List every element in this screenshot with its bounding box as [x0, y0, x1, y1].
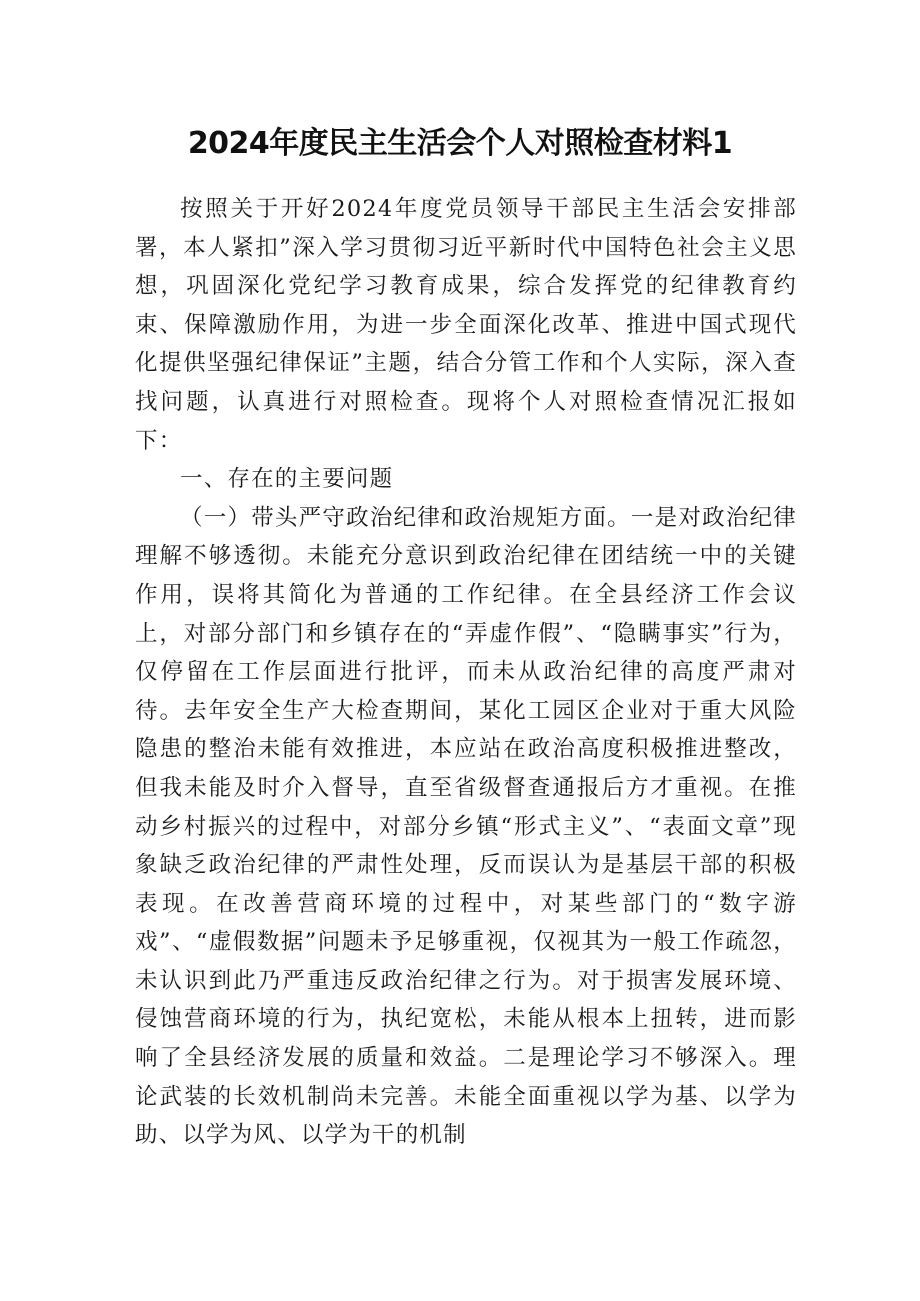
intro-paragraph: 按照关于开好2024年度党员领导干部民主生活会安排部署，本人紧扣”深入学习贯彻习近平新时代中国特色社会主义思想，巩固深化党纪学习教育成果，综合发挥党的纪律教育约束、保障激励作用，为进一步全面深化改革、推进中国式现代化提供坚强纪律保证”主题，结合分管工作和个人实际，深入查找问题，认真进行对照检查。现将个人对照检查情况汇报如下：: [135, 196, 797, 454]
subsection-paragraph: （一）带头严守政治纪律和政治规矩方面。一是对政治纪律理解不够透彻。未能充分意识到政治纪律在团结统一中的关键作用，误将其简化为普通的工作纪律。在全县经济工作会议上，对部分部门和乡镇存在的“弄虚作假”、“隐瞒事实”行为，仅停留在工作层面进行批评，而未从政治纪律的高度严肃对待。去年安全生产大检查期间，某化工园区企业对于重大风险隐患的整治未能有效推进，本应站在政治高度积极推进整改，但我未能及时介入督导，直至省级督查通报后方才重视。在推动乡村振兴的过程中，对部分乡镇“形式主义”、“表面文章”现象缺乏政治纪律的严肃性处理，反而误认为是基层干部的积极表现。在改善营商环境的过程中，对某些部门的“数字游戏”、“虚假数据”问题未予足够重视，仅视其为一般工作疏忽，未认识到此乃严重违反政治纪律之行为。对于损害发展环境、侵蚀营商环境的行为，执纪宽松，未能从根本上扭转，进而影响了全县经济发展的质量和效益。二是理论学习不够深入。理论武装的长效机制尚未完善。未能全面重视以学为基、以学为助、以学为风、以学为干的机制: [135, 504, 797, 1149]
section-heading: 一、存在的主要问题: [180, 466, 394, 493]
document-body: [135, 190, 797, 1155]
document-title: 2024年度民主生活会个人对照检查材料1: [187, 126, 733, 161]
